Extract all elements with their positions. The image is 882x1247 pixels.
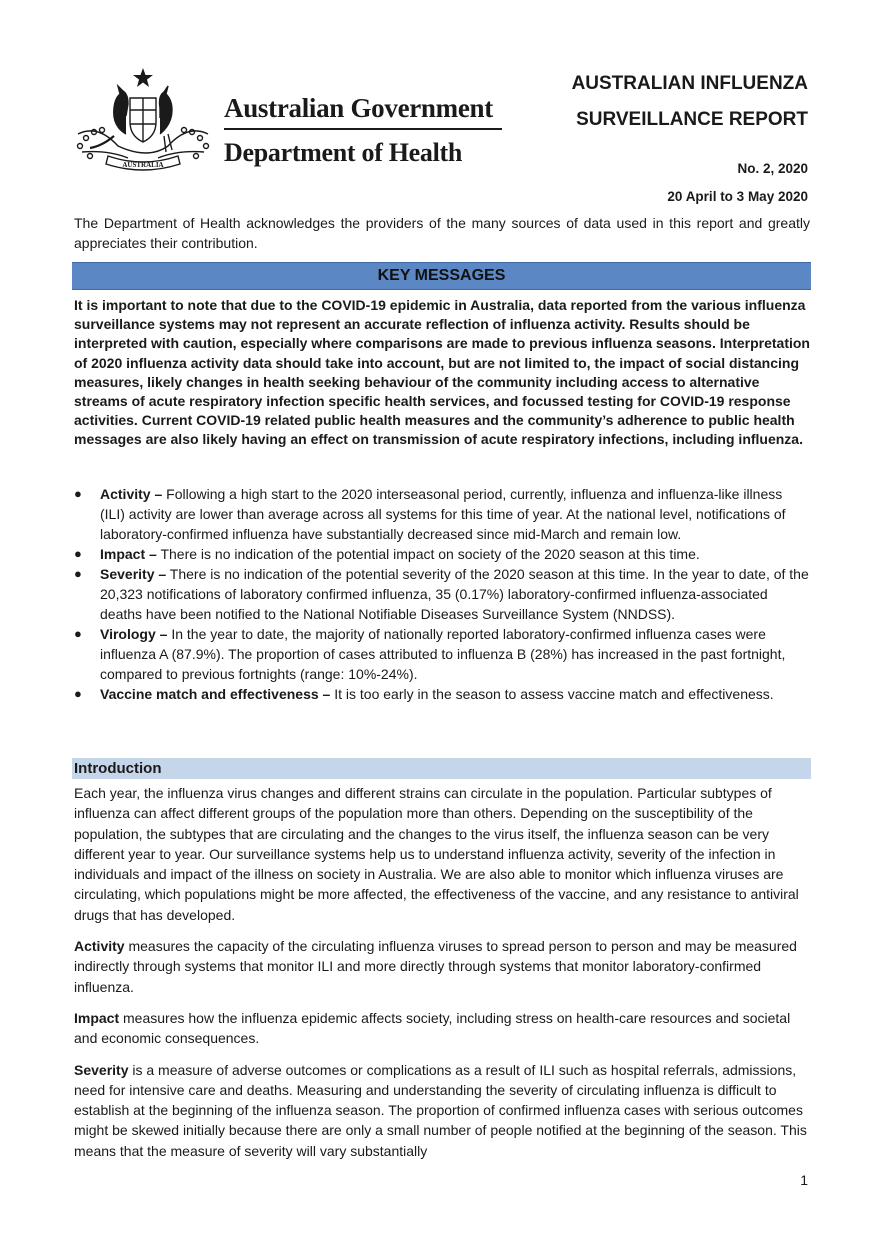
severity-paragraph <box>74 1060 810 1161</box>
coat-of-arms-logo <box>68 64 218 174</box>
list-item <box>74 684 810 704</box>
key-messages-heading: KEY MESSAGES <box>72 262 811 290</box>
list-item <box>74 564 810 624</box>
bullet-term: Virology – <box>100 626 168 642</box>
bullet-text: There is no indication of the potential severity of the 2020 season at this time. In the year to date, of the 20,323 notifications of laboratory confirmed influenza, 35 (0.17%) laboratory-confirmed influenza-associated deaths have been notified to the National Notifiable Diseases Surveillance System (NNDSS). <box>100 566 809 622</box>
issue-info <box>667 155 808 211</box>
bullet-term: Vaccine match and effectiveness – <box>100 686 331 702</box>
impact-term: Impact <box>74 1009 120 1026</box>
report-title-line1: AUSTRALIAN INFLUENZA <box>571 73 808 94</box>
list-item <box>74 624 810 684</box>
bullet-icon: ● <box>74 626 82 641</box>
introduction-body <box>74 783 810 1172</box>
key-messages-list <box>74 484 810 704</box>
bullet-text: In the year to date, the majority of nationally reported laboratory-confirmed influenza cases were influenza A (87.9%). The proportion of cases attributed to influenza B (28%) has increased in the past fortnight, compared to previous fortnights (range: 10%-24%). <box>100 626 786 682</box>
bullet-term: Impact – <box>100 546 157 562</box>
government-wordmark <box>224 92 504 168</box>
key-messages-intro: It is important to note that due to the COVID-19 epidemic in Australia, data reported from the various influenza surveillance systems may not represent an accurate reflection of influenza activity. Results should be interpreted with caution, especially where comparisons are made to previous influenza seasons. Interpretation of 2020 influenza activity data should take into account, but are not limited to, the impact of social distancing measures, likely changes in health seeking behaviour of the community including access to alternative streams of acute respiratory infection specific health services, and focussed testing for COVID-19 response activities. Current COVID-19 related public health measures and the community’s adherence to public health messages are also likely having an effect on transmission of acute respiratory infections, including influenza. <box>74 297 810 448</box>
wordmark-divider <box>224 128 502 130</box>
activity-paragraph <box>74 936 810 997</box>
bullet-term: Severity – <box>100 566 167 582</box>
report-title-line2: SURVEILLANCE REPORT <box>576 109 808 130</box>
acknowledgement: The Department of Health acknowledges the providers of the many sources of data used in this report and greatly appreciates their contribution. <box>74 215 810 251</box>
crest-scroll-text: AUSTRALIA <box>122 161 164 169</box>
bullet-text: It is too early in the season to assess vaccine match and effectiveness. <box>330 686 774 702</box>
issue-number: No. 2, 2020 <box>737 161 808 176</box>
severity-text: is a measure of adverse outcomes or complications as a result of ILI such as hospital referrals, admissions, need for intensive care and deaths. Measuring and understanding the severity of circulating influenza is difficult to establish at the beginning of the influenza season. The proportion of confirmed influenza cases with serious outcomes might be skewed initially because there are only a small number of people notified at the beginning of the season. This means that the measure of severity will vary substantially <box>74 1061 807 1159</box>
date-range: 20 April to 3 May 2020 <box>667 189 808 204</box>
bullet-icon: ● <box>74 486 82 501</box>
bullet-term: Activity – <box>100 486 163 502</box>
introduction-heading: Introduction <box>72 758 811 779</box>
department-name: Department of Health <box>224 138 463 167</box>
page-number: 1 <box>800 1172 808 1188</box>
bullet-icon: ● <box>74 686 82 701</box>
list-item <box>74 544 810 564</box>
bullet-text: There is no indication of the potential impact on society of the 2020 season at this time. <box>156 546 700 562</box>
government-name: Australian Government <box>224 93 493 123</box>
severity-term: Severity <box>74 1061 129 1078</box>
activity-text: measures the capacity of the circulating influenza viruses to spread person to person and may be measured indirectly through systems that monitor ILI and more directly through systems that monitor laboratory-confirmed influenza. <box>74 938 797 995</box>
impact-text: measures how the influenza epidemic affects society, including stress on health-care resources and societal and economic consequences. <box>74 1009 791 1047</box>
impact-paragraph <box>74 1008 810 1049</box>
bullet-icon: ● <box>74 546 82 561</box>
bullet-text: Following a high start to the 2020 interseasonal period, currently, influenza and influenza-like illness (ILI) activity are lower than average across all systems for this time of year. At the national level, notifications of laboratory-confirmed influenza have substantially decreased since mid-March and remain low. <box>100 486 786 542</box>
intro-paragraph: Each year, the influenza virus changes and different strains can circulate in the population. Particular subtypes of influenza can affect different groups of the population more than others. Depending on the susceptibility of the population, the subtypes that are circulating and the changes to the virus itself, the influenza season can be very different year to year. Our surveillance systems help us to understand influenza activity, severity of the infection in individuals and impact of the illness on society in Australia. We are also able to monitor which influenza viruses are circulating, which populations might be more affected, the effectiveness of the vaccine, and any resistance to antiviral drugs that has developed. <box>74 785 799 923</box>
report-title <box>572 66 808 138</box>
activity-term: Activity <box>74 938 125 955</box>
bullet-icon: ● <box>74 566 82 581</box>
list-item <box>74 484 810 544</box>
